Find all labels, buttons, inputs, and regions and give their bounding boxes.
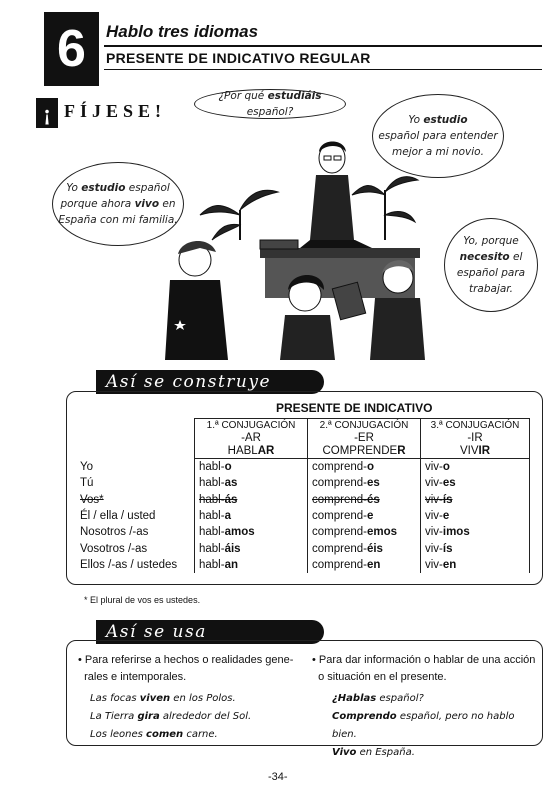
conjugation-row — [76, 459, 530, 476]
ar-form-cell: habl-ás — [195, 492, 308, 508]
pronoun-cell: Nosotros /-as — [80, 526, 149, 539]
ir-form-cell: viv-e — [421, 508, 530, 524]
table-title: PRESENTE DE INDICATIVO — [276, 401, 433, 415]
example-sentence: La Tierra gira alrededor del Sol. — [90, 711, 252, 722]
example-sentence: Las focas viven en los Polos. — [90, 693, 236, 704]
plant-right — [352, 177, 418, 240]
example-sentence: Vivo en España. — [332, 747, 415, 758]
er-form-cell: comprend-es — [308, 475, 421, 491]
ar-form-cell: habl-a — [195, 508, 308, 524]
usage-left-bullet: • Para referirse a hechos o realidades gene- rales e intemporales. — [78, 654, 294, 683]
example-sentence: Los leones comen carne. — [90, 729, 218, 740]
column-header-er: 2.ª CONJUGACIÓN -ER COMPRENDER — [308, 419, 421, 459]
er-form-cell: comprend-emos — [308, 524, 421, 540]
footnote: * El plural de vos es ustedes. — [84, 595, 201, 605]
exclamation-icon: ¡ — [36, 98, 58, 128]
ar-form-cell: habl-as — [195, 475, 308, 491]
er-form-cell: comprend-o — [308, 459, 421, 476]
er-form-cell: comprend-éis — [308, 540, 421, 556]
teacher-figure — [300, 142, 372, 249]
conjugation-row — [76, 475, 530, 491]
pronoun-cell: Vosotros /-as — [80, 542, 148, 555]
section-banner-construye: Así se construye — [96, 370, 324, 394]
ar-form-cell: habl-o — [195, 459, 308, 476]
conjugation-row — [76, 492, 530, 508]
usage-left-examples — [78, 690, 308, 744]
pronoun-cell: Yo — [80, 460, 94, 473]
usage-right-examples — [312, 690, 540, 762]
table-header-row — [76, 419, 530, 459]
unit-number: 6 — [44, 12, 99, 86]
conjugation-table-wrap — [76, 418, 530, 573]
conjugation-row — [76, 524, 530, 540]
conjugation-table — [76, 418, 530, 573]
example-sentence: ¿Hablas español? — [332, 693, 424, 704]
er-form-cell: comprend-és — [308, 492, 421, 508]
ir-form-cell: viv-en — [421, 557, 530, 573]
fijese-label: FÍJESE! — [64, 101, 167, 121]
ir-form-cell: viv-o — [421, 459, 530, 476]
ir-form-cell: viv-ís — [421, 492, 530, 508]
er-form-cell: comprend-en — [308, 557, 421, 573]
speech-bubble-student-1: Yo estudio español para entender mejor a mi novio. — [372, 94, 504, 178]
conjugation-row — [76, 508, 530, 524]
usage-right-bullet: • Para dar información o hablar de una acción o situación en el presente. — [312, 654, 536, 683]
column-header-ir: 3.ª CONJUGACIÓN -IR VIVIR — [421, 419, 530, 459]
pronoun-cell: Ellos /-as / ustedes — [80, 558, 178, 571]
unit-title: Hablo tres idiomas — [106, 22, 259, 41]
ir-form-cell: viv-ís — [421, 540, 530, 556]
title-rule — [104, 45, 542, 47]
ar-form-cell: habl-an — [195, 557, 308, 573]
speech-bubble-student-2: Yo estudio español porque ahora vivo en España con mi familia. — [52, 162, 184, 246]
plant-left — [200, 190, 278, 240]
example-sentence: Comprendo español, pero no hablo bien. — [332, 711, 515, 740]
ir-form-cell: viv-es — [421, 475, 530, 491]
pronoun-cell: Vos* — [80, 493, 104, 506]
pronoun-cell: Él / ella / usted — [80, 510, 156, 523]
student-left-figure — [165, 241, 228, 360]
conjugation-row — [76, 557, 530, 573]
books — [260, 240, 298, 249]
usage-right-column — [312, 652, 540, 762]
page-number: -34- — [268, 771, 288, 783]
conjugation-body — [76, 459, 530, 574]
conjugation-row — [76, 540, 530, 556]
ir-form-cell: viv-imos — [421, 524, 530, 540]
pronoun-cell: Tú — [80, 477, 94, 490]
subtitle-rule — [104, 69, 542, 70]
column-header-ar: 1.ª CONJUGACIÓN -AR HABLAR — [195, 419, 308, 459]
ar-form-cell: habl-áis — [195, 540, 308, 556]
usage-left-column — [78, 652, 308, 744]
ar-form-cell: habl-amos — [195, 524, 308, 540]
section-banner-usa: Así se usa — [96, 620, 324, 644]
speech-bubble-teacher: ¿Por qué estudiáis español? — [194, 89, 346, 119]
unit-subtitle: PRESENTE DE INDICATIVO REGULAR — [106, 50, 371, 66]
speech-bubble-student-3: Yo, porque necesito el español para trabajar. — [444, 218, 538, 312]
er-form-cell: comprend-e — [308, 508, 421, 524]
